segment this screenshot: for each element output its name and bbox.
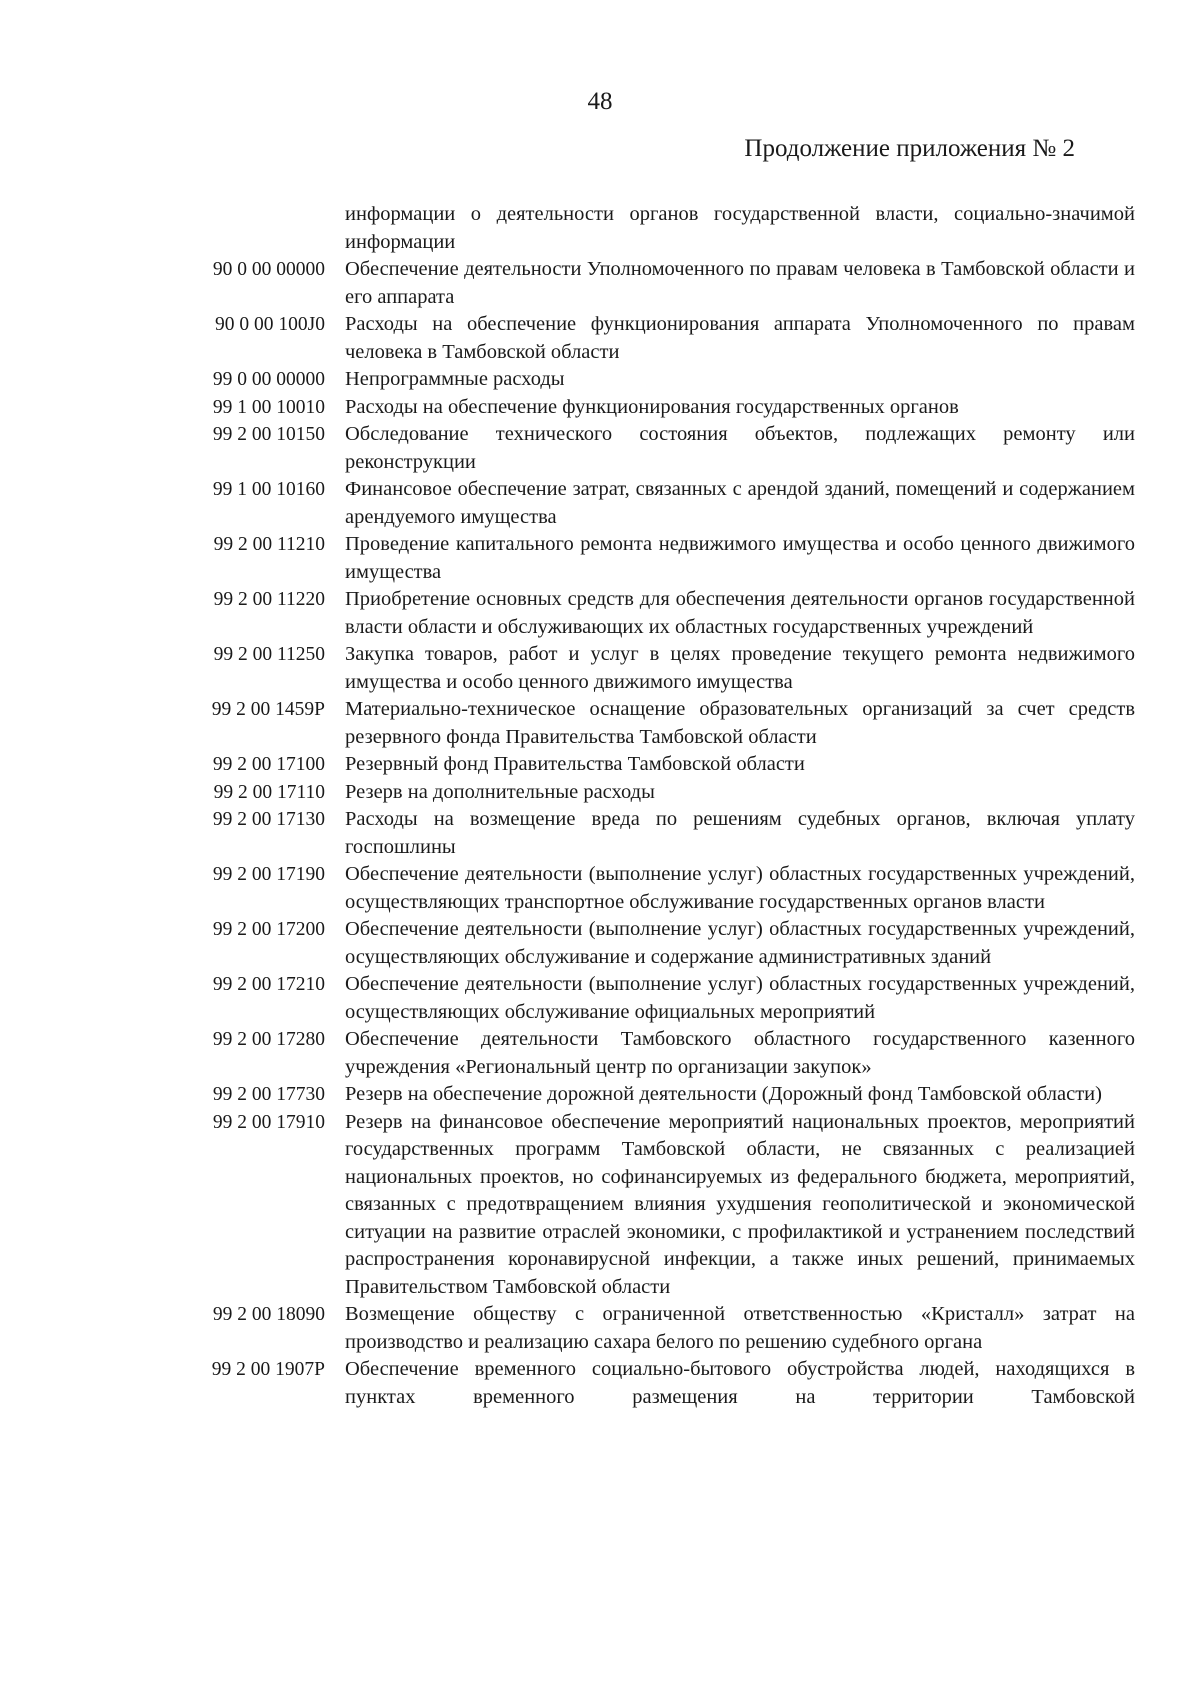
entry-description: Обеспечение деятельности (выполнение услуг) областных государственных учреждений, осуществляющих обслуживание официальных мероприятий xyxy=(345,973,1135,1023)
entry-description: информации о деятельности органов государственной власти, социально-значимой информации xyxy=(345,203,1135,253)
list-item xyxy=(0,531,1200,586)
list-item xyxy=(0,696,1200,751)
list-item xyxy=(0,476,1200,531)
entry-description: Расходы на обеспечение функционирования аппарата Уполномоченного по правам человека в Тамбовской области xyxy=(345,313,1135,363)
entry-description: Закупка товаров, работ и услуг в целях проведение текущего ремонта недвижимого имущества и особо ценного движимого имущества xyxy=(345,643,1135,693)
classification-code: 99 2 00 1907P xyxy=(211,1359,325,1380)
list-item xyxy=(0,421,1200,476)
classification-code: 99 2 00 17110 xyxy=(213,781,325,803)
entry-description: Проведение капитального ремонта недвижимого имущества и особо ценного движимого имущества xyxy=(345,533,1135,583)
entry-description: Материально-техническое оснащение образовательных организаций за счет средств резервного фонда Правительства Тамбовской области xyxy=(345,698,1135,748)
list-item xyxy=(0,861,1200,916)
list-item xyxy=(0,806,1200,861)
list-item xyxy=(0,366,1200,394)
list-item xyxy=(0,256,1200,311)
entry-description: Обеспечение деятельности (выполнение услуг) областных государственных учреждений, осуществляющих транспортное обслуживание государственных органов власти xyxy=(345,863,1135,913)
appendix-title: Продолжение приложения № 2 xyxy=(744,135,1075,162)
entry-description: Резерв на обеспечение дорожной деятельности (Дорожный фонд Тамбовской области) xyxy=(345,1083,1102,1105)
entry-description: Обеспечение деятельности Тамбовского областного государственного казенного учреждения «Региональный центр по организации закупок» xyxy=(345,1028,1135,1078)
entry-description: Резерв на финансовое обеспечение мероприятий национальных проектов, мероприятий государственных программ Тамбовской области, не связанных с реализацией национальных проектов, но софинансируемых из федерального бюджета, мероприятий, связанных с предотвращением влияния ухудшения геополитической и экономической ситуации на развитие отраслей экономики, с профилактикой и устранением последствий распространения коронавирусной инфекции, а также иных решений, принимаемых Правительством Тамбовской области xyxy=(345,1110,1135,1298)
classification-code: 99 2 00 17100 xyxy=(212,754,325,775)
classification-code: 99 2 00 17910 xyxy=(212,1111,325,1133)
classification-code: 99 2 00 17130 xyxy=(212,809,325,830)
classification-code: 99 2 00 10150 xyxy=(212,424,325,445)
entry-description: Резервный фонд Правительства Тамбовской области xyxy=(345,753,805,775)
list-item xyxy=(0,1081,1200,1109)
classification-code: 99 2 00 17730 xyxy=(212,1084,325,1105)
budget-code-list xyxy=(0,201,1200,1411)
entry-description: Непрограммные расходы xyxy=(345,368,565,390)
list-item xyxy=(0,586,1200,641)
entry-description: Расходы на возмещение вреда по решениям судебных органов, включая уплату госпошлины xyxy=(345,808,1135,858)
classification-code: 99 2 00 18090 xyxy=(212,1304,325,1325)
classification-code: 99 2 00 17200 xyxy=(212,919,325,940)
classification-code: 99 2 00 1459P xyxy=(211,699,325,720)
classification-code: 99 1 00 10010 xyxy=(212,396,325,418)
classification-code: 99 2 00 17280 xyxy=(212,1029,325,1050)
classification-code: 99 2 00 17190 xyxy=(212,864,325,885)
list-item xyxy=(0,1301,1200,1356)
entry-description: Возмещение обществу с ограниченной ответственностью «Кристалл» затрат на производство и реализацию сахара белого по решению судебного органа xyxy=(345,1303,1135,1353)
entry-description: Обследование технического состояния объектов, подлежащих ремонту или реконструкции xyxy=(345,423,1135,473)
list-item xyxy=(0,779,1200,807)
list-item xyxy=(0,394,1200,422)
list-item xyxy=(0,971,1200,1026)
page-number: 48 xyxy=(587,88,613,115)
entry-description: Обеспечение деятельности Уполномоченного по правам человека в Тамбовской области и его аппарата xyxy=(345,258,1135,308)
continued-entry xyxy=(0,201,1200,256)
entry-description: Обеспечение временного социально-бытового обустройства людей, находящихся в пунктах временного размещения на территории Тамбовской xyxy=(345,1358,1135,1408)
classification-code: 99 2 00 11210 xyxy=(213,534,325,555)
entries xyxy=(0,256,1200,1411)
entry-description: Расходы на обеспечение функционирования государственных органов xyxy=(345,395,959,418)
classification-code: 99 2 00 11250 xyxy=(213,644,325,665)
classification-code: 90 0 00 100J0 xyxy=(215,314,325,335)
list-item xyxy=(0,641,1200,696)
list-item xyxy=(0,1109,1200,1302)
entry-description: Финансовое обеспечение затрат, связанных с арендой зданий, помещений и содержанием арендуемого имущества xyxy=(345,478,1135,528)
classification-code: 99 2 00 11220 xyxy=(213,589,325,610)
classification-code: 99 2 00 17210 xyxy=(212,974,325,995)
list-item xyxy=(0,751,1200,779)
entry-description: Резерв на дополнительные расходы xyxy=(345,780,655,803)
classification-code: 90 0 00 00000 xyxy=(212,259,325,280)
list-item xyxy=(0,1026,1200,1081)
entry-description: Обеспечение деятельности (выполнение услуг) областных государственных учреждений, осуществляющих обслуживание и содержание административных зданий xyxy=(345,918,1135,968)
classification-code: 99 1 00 10160 xyxy=(212,479,325,500)
entry-description: Приобретение основных средств для обеспечения деятельности органов государственной власти области и обслуживающих их областных государственных учреждений xyxy=(345,588,1135,638)
list-item xyxy=(0,1356,1200,1411)
classification-code: 99 0 00 00000 xyxy=(212,369,325,390)
list-item xyxy=(0,311,1200,366)
list-item xyxy=(0,916,1200,971)
